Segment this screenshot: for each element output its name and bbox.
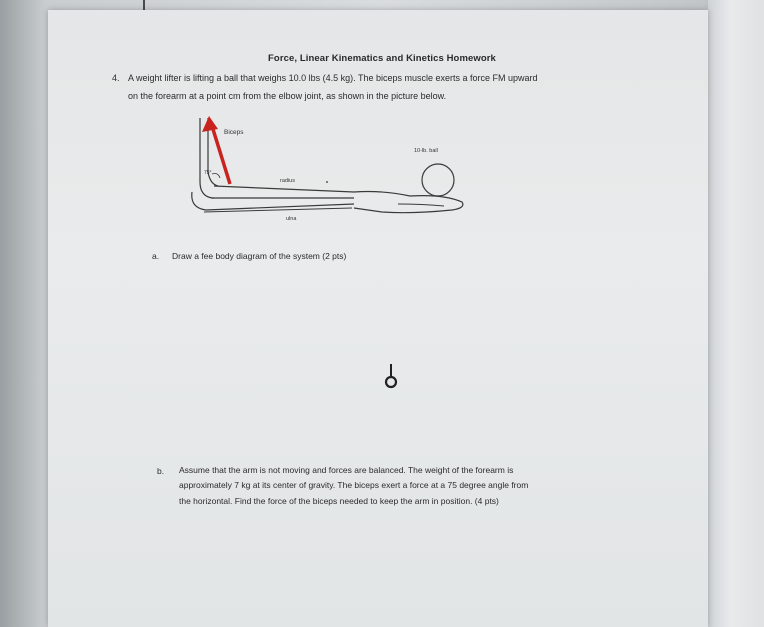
biceps-arrow-head	[202, 116, 218, 132]
paper-edge	[708, 0, 764, 627]
biceps-label: Biceps	[224, 129, 244, 136]
ulna-bone	[192, 192, 354, 210]
forearm-top-outline	[214, 186, 354, 192]
ball-label: 10-lb. ball	[414, 148, 438, 154]
ulna-label: ulna	[286, 216, 297, 222]
page-title: Force, Linear Kinematics and Kinetics Homework	[268, 53, 496, 64]
question-text-line-1: A weight lifter is lifting a ball that weighs 10.0 lbs (4.5 kg). The biceps muscle exerts a force FM upward	[128, 73, 538, 83]
hand-detail	[398, 204, 444, 206]
part-b-text-line-3: the horizontal. Find the force of the biceps needed to keep the arm in position. (4 pts)	[179, 496, 499, 506]
part-a-text: Draw a fee body diagram of the system (2 pts)	[172, 251, 347, 261]
question-text-line-2: on the forearm at a point cm from the elbow joint, as shown in the picture below.	[128, 91, 447, 101]
arm-diagram	[182, 112, 474, 234]
text-cursor-icon	[382, 363, 400, 389]
angle-arc	[212, 174, 220, 179]
worksheet-page	[48, 10, 708, 627]
hand-outline	[354, 192, 463, 213]
radius-label: radius	[280, 178, 295, 184]
part-b-text-line-2: approximately 7 kg at its center of gravity. The biceps exert a force at a 75 degree angle from	[179, 480, 529, 490]
part-b-label: b.	[157, 466, 165, 476]
angle-label: 75°	[204, 170, 212, 176]
part-a-label: a.	[152, 251, 160, 261]
ball	[422, 164, 454, 196]
center-of-gravity-dot	[326, 181, 328, 183]
question-number: 4.	[112, 73, 120, 83]
part-b-text-line-1: Assume that the arm is not moving and forces are balanced. The weight of the forearm is	[179, 465, 514, 475]
